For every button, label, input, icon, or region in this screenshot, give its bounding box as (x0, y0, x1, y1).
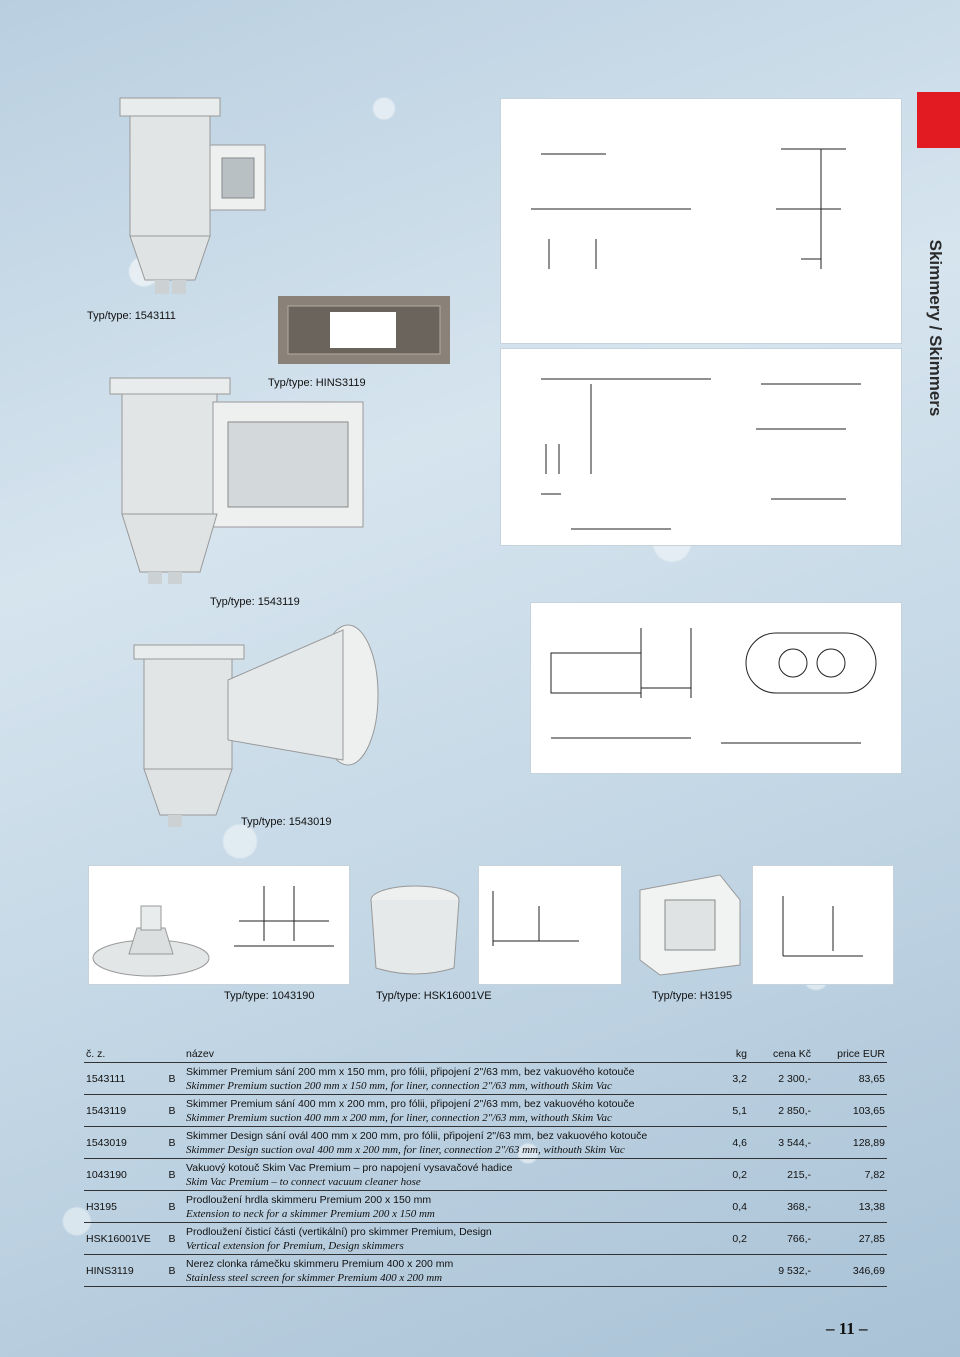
drawing-extension (478, 865, 622, 985)
photo-extension-h3195 (368, 880, 463, 980)
row-code: 1043190 (84, 1159, 160, 1191)
col-name: název (184, 1046, 705, 1063)
row-czk: 3 544,- (749, 1127, 813, 1159)
row-eur: 27,85 (813, 1223, 887, 1255)
table-row (84, 1255, 887, 1287)
row-czk: 215,- (749, 1159, 813, 1191)
row-eur: 103,65 (813, 1095, 887, 1127)
row-description (184, 1191, 705, 1223)
table-row (84, 1223, 887, 1255)
row-code: 1543119 (84, 1095, 160, 1127)
row-kg: 0,2 (705, 1223, 749, 1255)
drawing-1543019 (530, 602, 902, 774)
table-row (84, 1191, 887, 1223)
row-b: B (160, 1255, 184, 1287)
row-czk: 9 532,- (749, 1255, 813, 1287)
row-eur: 83,65 (813, 1063, 887, 1095)
label-h3195: Typ/type: H3195 (652, 990, 733, 1002)
row-b: B (160, 1063, 184, 1095)
photo-skimmer-1543019 (128, 605, 388, 830)
side-accent-bar (917, 92, 960, 148)
drawing-vertical-extension (752, 865, 894, 985)
label-1043190: Typ/type: 1043190 (224, 990, 315, 1002)
row-code: HINS3119 (84, 1255, 160, 1287)
row-name-cz: Prodloužení čisticí části (vertikální) pro skimmer Premium, Design (186, 1225, 492, 1238)
col-code: č. z. (84, 1046, 160, 1063)
row-kg: 3,2 (705, 1063, 749, 1095)
row-code: HSK16001VE (84, 1223, 160, 1255)
row-name-en: Extension to neck for a skimmer Premium 200 x 150 mm (186, 1207, 435, 1220)
photo-skimmer-1543119 (108, 372, 393, 587)
table-row (84, 1127, 887, 1159)
row-description (184, 1127, 705, 1159)
row-name-cz: Skimmer Premium sání 200 mm x 150 mm, pro fólii, připojení 2"/63 mm, bez vakuového kotouče (186, 1065, 635, 1078)
col-eur: price EUR (813, 1046, 887, 1063)
row-description (184, 1223, 705, 1255)
row-eur: 128,89 (813, 1127, 887, 1159)
drawing-1543111 (500, 98, 902, 344)
row-eur: 7,82 (813, 1159, 887, 1191)
table-row (84, 1063, 887, 1095)
row-kg: 4,6 (705, 1127, 749, 1159)
label-hsk16001ve: Typ/type: HSK16001VE (376, 990, 492, 1002)
side-title: Skimmery / Skimmers (926, 239, 945, 417)
row-eur: 13,38 (813, 1191, 887, 1223)
photo-skimmer-1543111 (110, 90, 270, 300)
row-code: 1543019 (84, 1127, 160, 1159)
row-b: B (160, 1191, 184, 1223)
row-description (184, 1095, 705, 1127)
row-name-cz: Nerez clonka rámečku skimmeru Premium 400 x 200 mm (186, 1257, 454, 1270)
label-1543119: Typ/type: 1543119 (210, 596, 300, 608)
row-czk: 368,- (749, 1191, 813, 1223)
row-b: B (160, 1127, 184, 1159)
row-name-en: Stainless steel screen for skimmer Premium 400 x 200 mm (186, 1271, 443, 1284)
row-czk: 766,- (749, 1223, 813, 1255)
photo-screen-hins3119 (278, 296, 450, 364)
row-name-en: Skimmer Design suction oval 400 mm x 200 mm, for liner, connection 2"/63 mm, withouth Skim Vac (186, 1143, 625, 1156)
row-name-cz: Skimmer Premium sání 400 mm x 200 mm, pro fólii, připojení 2"/63 mm, bez vakuového kotouče (186, 1097, 635, 1110)
row-kg: 5,1 (705, 1095, 749, 1127)
row-b: B (160, 1159, 184, 1191)
row-kg: 0,4 (705, 1191, 749, 1223)
row-kg: 0,2 (705, 1159, 749, 1191)
label-1543019: Typ/type: 1543019 (241, 816, 332, 828)
photo-skimvac-1043190 (88, 865, 350, 985)
table-row (84, 1159, 887, 1191)
col-czk: cena Kč (749, 1046, 813, 1063)
row-code: H3195 (84, 1191, 160, 1223)
row-description (184, 1159, 705, 1191)
row-name-en: Skimmer Premium suction 200 mm x 150 mm, for liner, connection 2"/63 mm, withouth Skim Vac (186, 1079, 612, 1092)
row-name-cz: Prodloužení hrdla skimmeru Premium 200 x 150 mm (186, 1193, 432, 1206)
photo-vertical-extension (630, 870, 745, 980)
row-name-en: Skimmer Premium suction 400 mm x 200 mm, for liner, connection 2"/63 mm, withouth Skim Vac (186, 1111, 612, 1124)
label-hins3119: Typ/type: HINS3119 (268, 377, 366, 389)
row-name-cz: Vakuový kotouč Skim Vac Premium – pro napojení vysavačové hadice (186, 1161, 513, 1174)
row-code: 1543111 (84, 1063, 160, 1095)
label-1543111: Typ/type: 1543111 (87, 310, 176, 322)
table-header (84, 1046, 887, 1063)
col-kg: kg (705, 1046, 749, 1063)
page-number: – 11 – (826, 1319, 868, 1338)
row-description (184, 1255, 705, 1287)
row-b: B (160, 1095, 184, 1127)
row-name-en: Vertical extension for Premium, Design skimmers (186, 1239, 404, 1252)
row-kg (705, 1255, 749, 1287)
row-name-cz: Skimmer Design sání ovál 400 mm x 200 mm, pro fólii, připojení 2"/63 mm, bez vakuového kotouče (186, 1129, 648, 1142)
row-description (184, 1063, 705, 1095)
row-b: B (160, 1223, 184, 1255)
row-czk: 2 850,- (749, 1095, 813, 1127)
row-eur: 346,69 (813, 1255, 887, 1287)
row-name-en: Skim Vac Premium – to connect vacuum cleaner hose (186, 1175, 421, 1188)
drawing-1543119 (500, 348, 902, 546)
row-czk: 2 300,- (749, 1063, 813, 1095)
table-row (84, 1095, 887, 1127)
price-table (84, 1046, 887, 1287)
